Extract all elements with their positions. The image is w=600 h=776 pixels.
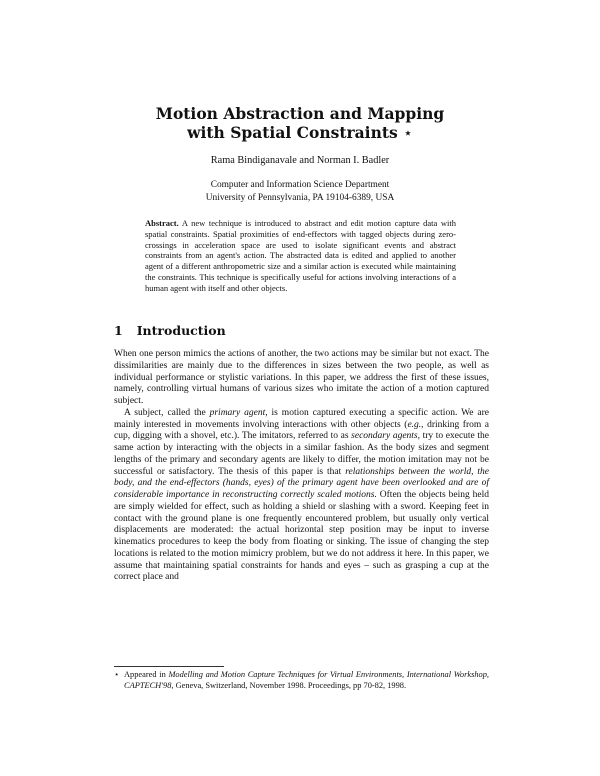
footnote-emphasis: Modelling and Motion Capture Techniques for Virtual Environments, International Workshop, CAPTECH'98 [124, 670, 489, 690]
title-line-2-text: with Spatial Constraints [187, 123, 398, 142]
title-line-1: Motion Abstraction and Mapping [155, 104, 445, 123]
p2-emphasis-primary-agent: primary agent [209, 407, 266, 418]
affiliation [0, 179, 600, 204]
p2-text-b: , is motion captured executing a specific action. We are mainly interested in movements involving interactions with other objects ( [114, 407, 490, 430]
paper-title [0, 104, 600, 143]
paragraph-1: When one person mimics the actions of another, the two actions may be similar but not exact. The dissimilarities are mainly due to the differences in sizes between the two people, as well as individual performance or stylistic variations. In this paper, we address the first of these issues, namely, controlling virtual humans of various sizes who imitate the action of a motion captured subject. [114, 349, 489, 406]
p2-emphasis-thesis: relationships between the world, the body, and the end-effectors (hands, eyes) of the primary agent have been overlooked and are of considerable importance in reconstructing correctly scaled motions. [114, 466, 490, 500]
p2-emphasis-secondary-agents: secondary agents [351, 431, 418, 442]
p2-text-e: Often the objects being held are simply wielded for effect, such as holding a shield or slashing with a sword. Keeping feet in contact with the ground plane is one frequently encountered problem, but usually only vertical displacements are moderated: the actual horizontal step position may be input to inverse kinematics procedures to keep the body from floating or sinking. The issue of changing the step locations is related to the motion mimicry problem, but we do not address it here. In this paper, we assume that maintaining spatial constraints for hands and eyes – such as grasping a cup at the correct place and [114, 490, 489, 583]
footnote-text-a: Appeared in [124, 670, 169, 679]
affiliation-university: University of Pennsylvania, PA 19104-6389, USA [205, 192, 395, 203]
affiliation-department: Computer and Information Science Department [210, 180, 390, 190]
footnote-text-b: , Geneva, Switzerland, November 1998. Proceedings, pp 70-82, 1998. [171, 680, 407, 690]
section-number: 1 [114, 323, 123, 338]
abstract-label: Abstract. [145, 218, 179, 228]
footnote [114, 670, 489, 692]
title-line-2 [0, 123, 600, 143]
section-heading [114, 323, 226, 338]
footnote-rule [114, 666, 224, 667]
authors: Rama Bindiganavale and Norman I. Badler [210, 155, 390, 166]
body-text [114, 349, 489, 584]
section-title: Introduction [136, 323, 226, 338]
p2-text-a: A subject, called the [124, 407, 210, 418]
p2-text-c: , drinking from a cup, digging with a shovel, etc.). The imitators, referred to as [114, 419, 489, 442]
abstract [145, 218, 456, 294]
p2-text-d: , try to execute the same action by interacting with the objects in a similar fashion. As the body sizes and segment lengths of the primary and secondary agents are likely to differ, the motion imitation may not be successful or satisfactory. The thesis of this paper is that [114, 431, 489, 477]
p2-emphasis-eg: e.g. [407, 419, 422, 430]
abstract-text: A new technique is introduced to abstract and edit motion capture data with spatial constraints. Spatial proximities of end-effectors with tagged objects during zero-crossings in acceleration space are used to isolate significant events and abstract constraints from an agent's action. The abstracted data is edited and applied to another agent of a different anthropometric size and a similar action is executed while maintaining the constraints. This technique is specifically useful for actions involving interactions of a human agent with itself and other objects. [145, 218, 456, 293]
footnote-marker: ⋆ [114, 670, 120, 679]
title-footnote-marker: ⋆ [403, 124, 413, 142]
paragraph-2 [114, 408, 489, 584]
